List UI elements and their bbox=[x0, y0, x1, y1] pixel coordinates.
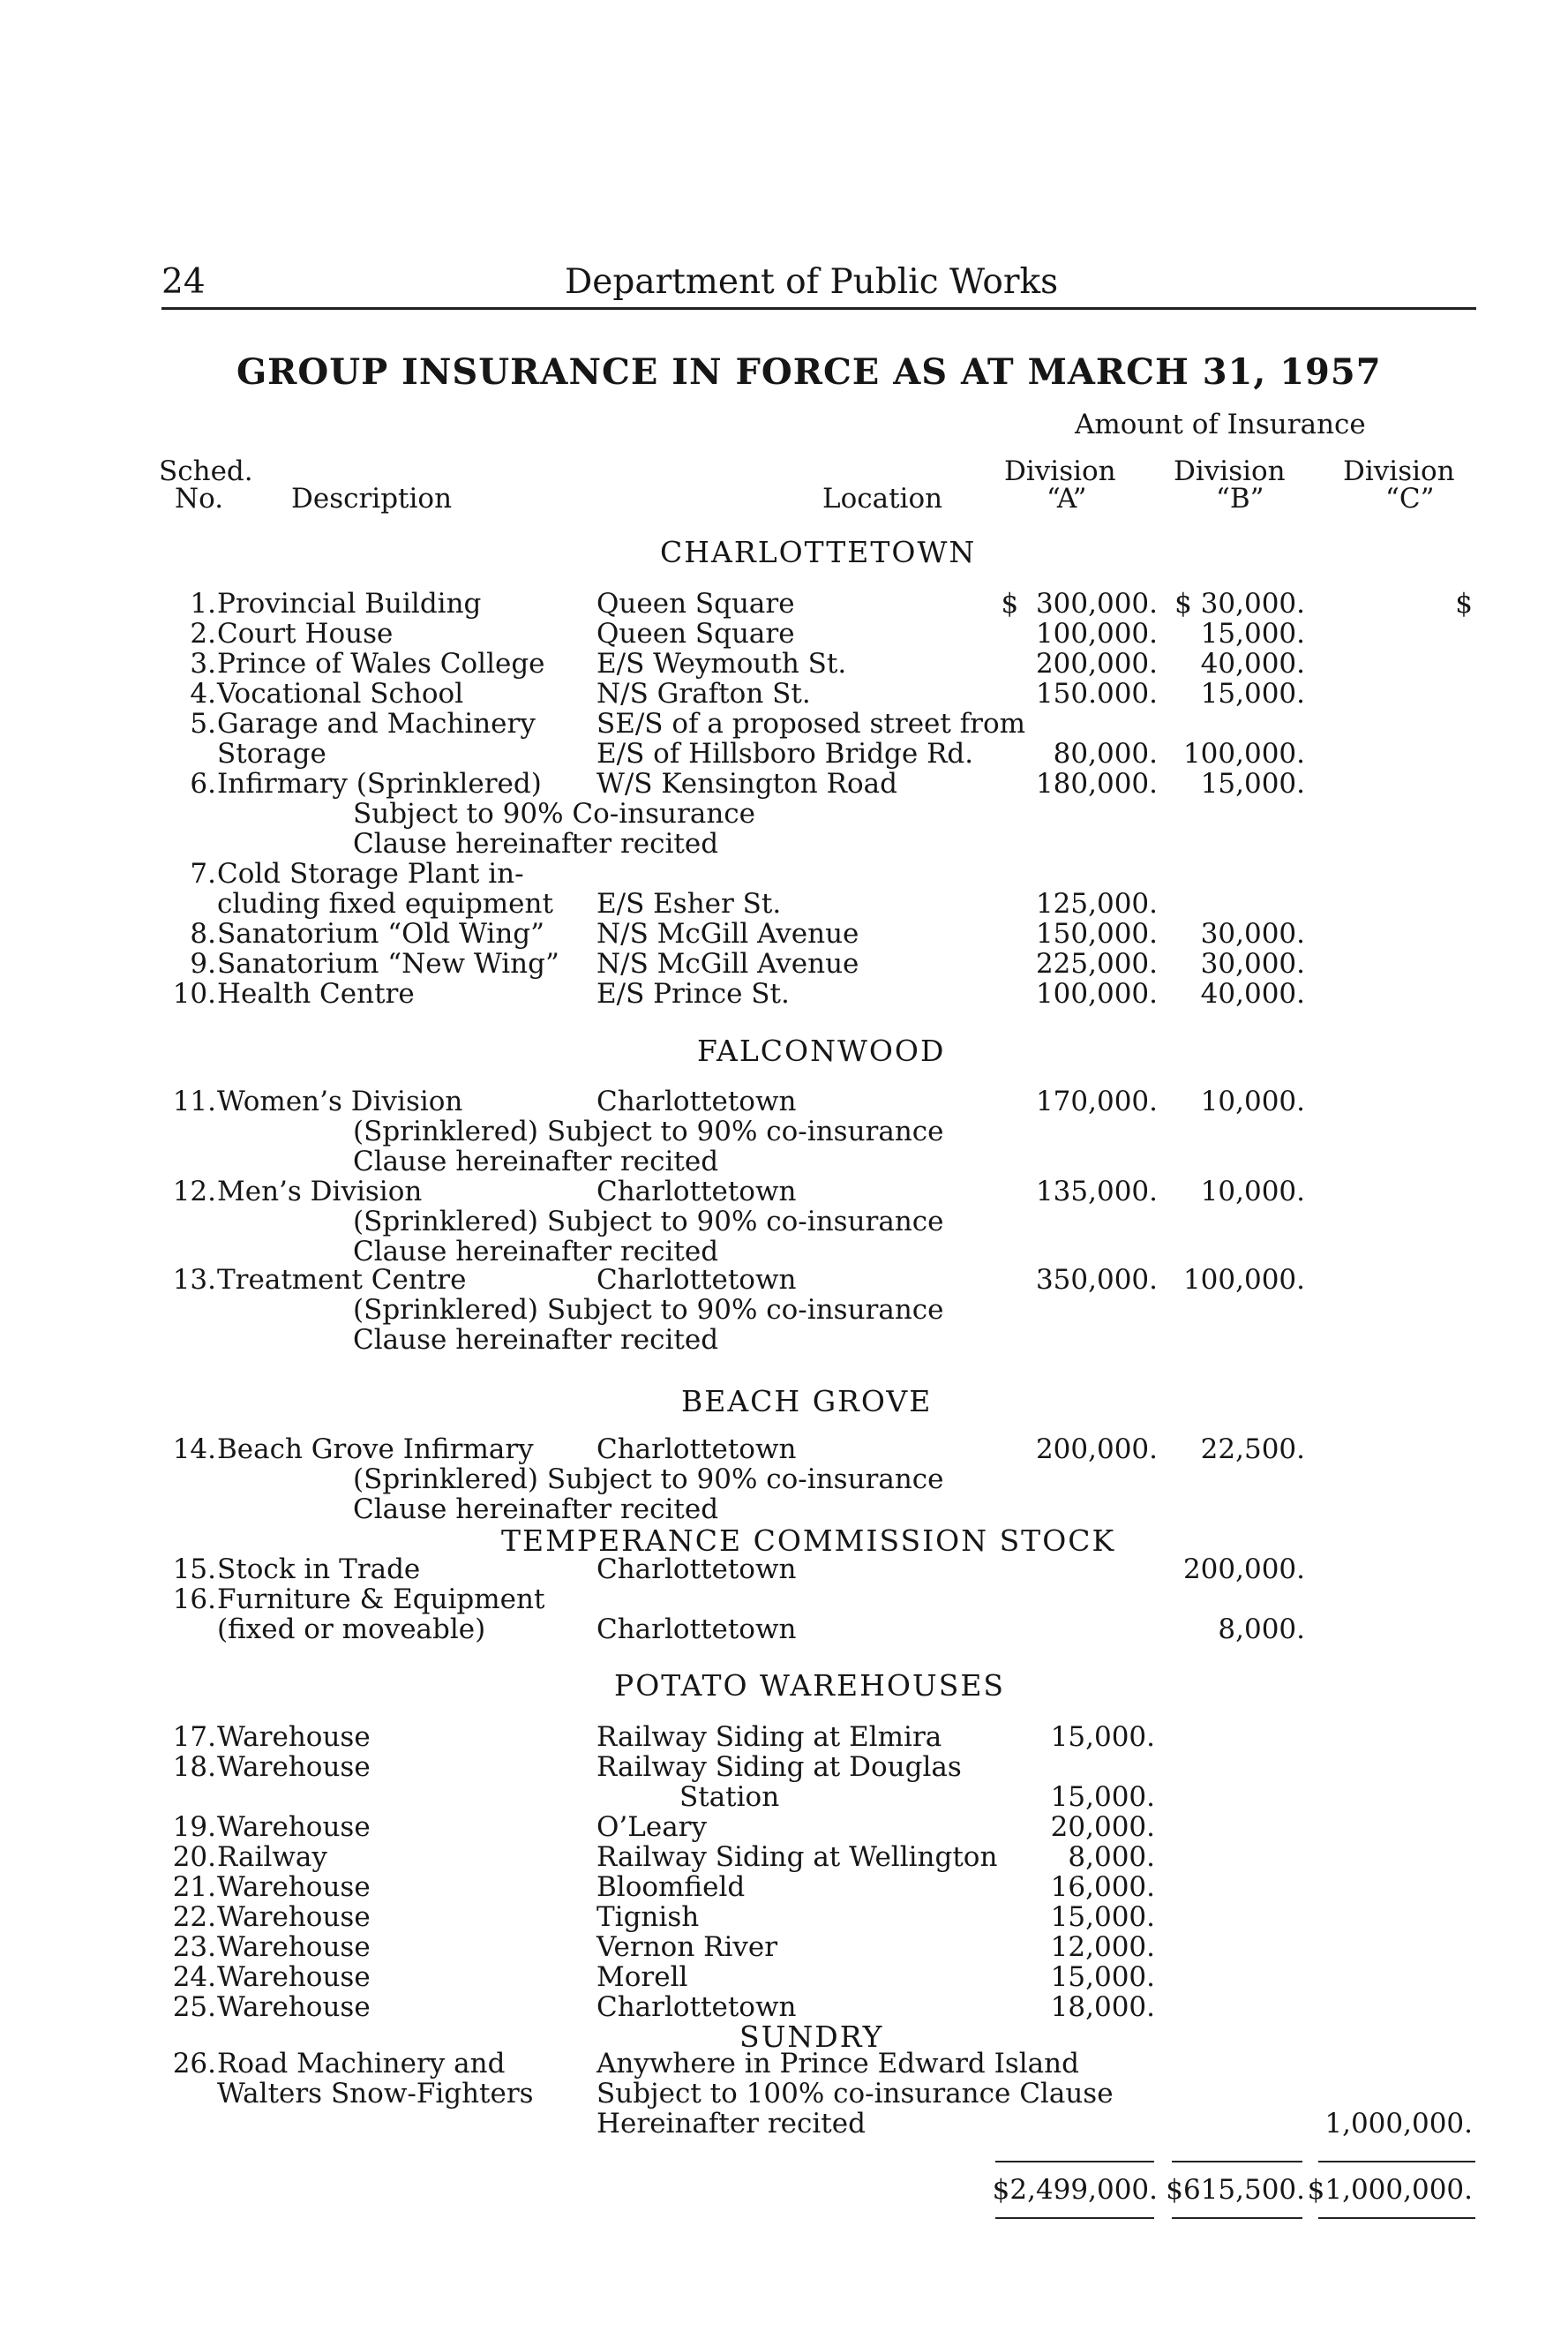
sched-number: 9. bbox=[190, 948, 216, 980]
sched-number: 19. bbox=[172, 1811, 216, 1843]
sched-number: 21. bbox=[172, 1871, 216, 1903]
division-b-amount: 15,000. bbox=[1200, 768, 1305, 800]
section-beach-grove: BEACH GROVE bbox=[681, 1384, 933, 1418]
division-a-amount: $ 300,000. bbox=[1001, 588, 1158, 620]
division-b-letter: “B” bbox=[1216, 483, 1264, 515]
division-b-amount: 8,000. bbox=[1218, 1613, 1305, 1645]
sched-number: 14. bbox=[172, 1433, 216, 1465]
item-location: Anywhere in Prince Edward Island bbox=[596, 2048, 1079, 2080]
item-location: SE/S of a proposed street from bbox=[596, 708, 1026, 740]
item-description: Treatment Centre bbox=[217, 1264, 467, 1296]
item-description: Warehouse bbox=[217, 1871, 371, 1903]
division-b-amount: 100,000. bbox=[1182, 1264, 1305, 1296]
division-a-amount: 80,000. bbox=[1053, 738, 1158, 770]
item-note: Subject to 90% Co-insurance bbox=[353, 798, 755, 830]
item-note: (Sprinklered) Subject to 90% co-insurance bbox=[353, 1116, 944, 1147]
sched-number: 16. bbox=[172, 1583, 216, 1615]
item-location: Charlottetown bbox=[596, 1433, 797, 1465]
item-location: N/S McGill Avenue bbox=[596, 918, 859, 950]
item-note: Clause hereinafter recited bbox=[353, 828, 719, 860]
item-location: W/S Kensington Road bbox=[596, 768, 897, 800]
item-location: O’Leary bbox=[596, 1811, 708, 1843]
division-a-amount: 170,000. bbox=[1035, 1086, 1158, 1117]
page-title: GROUP INSURANCE IN FORCE AS AT MARCH 31, 1957 bbox=[236, 351, 1382, 393]
item-note: Clause hereinafter recited bbox=[353, 1493, 719, 1525]
division-a-amount: 12,000. bbox=[1050, 1931, 1155, 1963]
sched-number: 25. bbox=[172, 1991, 216, 2023]
item-location: E/S Esher St. bbox=[596, 888, 782, 920]
division-a-amount: 150.000. bbox=[1035, 678, 1158, 710]
item-description: Stock in Trade bbox=[217, 1553, 421, 1585]
division-a-header: Division bbox=[1004, 455, 1116, 487]
item-description: Walters Snow-Fighters bbox=[217, 2078, 534, 2110]
division-a-amount: 15,000. bbox=[1050, 1781, 1155, 1813]
division-b-amount: 40,000. bbox=[1200, 978, 1305, 1010]
sched-number: 4. bbox=[190, 678, 216, 710]
item-description: Garage and Machinery bbox=[217, 708, 536, 740]
division-a-amount: 200,000. bbox=[1035, 1433, 1158, 1465]
item-location: E/S of Hillsboro Bridge Rd. bbox=[596, 738, 974, 770]
no-header: No. bbox=[175, 483, 224, 515]
total-underline-a bbox=[995, 2217, 1154, 2219]
item-description: Court House bbox=[217, 618, 394, 650]
total-underline-c bbox=[1318, 2217, 1475, 2219]
item-location: Charlottetown bbox=[596, 1991, 797, 2023]
total-underline-b bbox=[1172, 2217, 1302, 2219]
division-a-amount: 350,000. bbox=[1035, 1264, 1158, 1296]
item-description: Storage bbox=[217, 738, 326, 770]
item-location: Vernon River bbox=[596, 1931, 778, 1963]
header-rule bbox=[161, 307, 1476, 310]
item-location: Tignish bbox=[596, 1901, 700, 1933]
item-location: Charlottetown bbox=[596, 1553, 797, 1585]
sched-number: 10. bbox=[172, 978, 216, 1010]
section-temperance-commission-stock: TEMPERANCE COMMISSION STOCK bbox=[501, 1523, 1116, 1558]
item-location: Hereinafter recited bbox=[596, 2108, 866, 2140]
section-falconwood: FALCONWOOD bbox=[697, 1034, 946, 1068]
item-location: Charlottetown bbox=[596, 1264, 797, 1296]
item-description: Warehouse bbox=[217, 1721, 371, 1753]
sched-number: 15. bbox=[172, 1553, 216, 1585]
division-b-amount: 15,000. bbox=[1200, 618, 1305, 650]
division-a-amount: 135,000. bbox=[1035, 1176, 1158, 1207]
item-description: Warehouse bbox=[217, 1901, 371, 1933]
division-b-amount: 40,000. bbox=[1200, 648, 1305, 680]
item-description: Vocational School bbox=[217, 678, 464, 710]
item-location: Charlottetown bbox=[596, 1176, 797, 1207]
division-b-header: Division bbox=[1174, 455, 1286, 487]
item-description: Beach Grove Infirmary bbox=[217, 1433, 534, 1465]
division-a-amount: 15,000. bbox=[1050, 1721, 1155, 1753]
item-location: E/S Weymouth St. bbox=[596, 648, 847, 680]
sched-number: 24. bbox=[172, 1961, 216, 1993]
item-location: E/S Prince St. bbox=[596, 978, 790, 1010]
total-division-c: $1,000,000. bbox=[1307, 2174, 1473, 2206]
sched-number: 23. bbox=[172, 1931, 216, 1963]
total-rule-c bbox=[1318, 2161, 1475, 2162]
division-a-amount: 15,000. bbox=[1050, 1901, 1155, 1933]
item-location: Morell bbox=[596, 1961, 688, 1993]
item-note: Clause hereinafter recited bbox=[353, 1146, 719, 1177]
total-division-b: $615,500. bbox=[1166, 2174, 1305, 2206]
item-location: Railway Siding at Wellington bbox=[596, 1841, 998, 1873]
item-description: Provincial Building bbox=[217, 588, 482, 620]
item-description: Road Machinery and bbox=[217, 2048, 506, 2080]
division-b-amount: 10,000. bbox=[1200, 1176, 1305, 1207]
item-note: (Sprinklered) Subject to 90% co-insurance bbox=[353, 1294, 944, 1326]
sched-number: 6. bbox=[190, 768, 216, 800]
item-description: Infirmary (Sprinklered) bbox=[217, 768, 542, 800]
sched-header: Sched. bbox=[159, 455, 253, 487]
division-a-amount: 8,000. bbox=[1068, 1841, 1155, 1873]
item-location: Charlottetown bbox=[596, 1613, 797, 1645]
item-location: N/S McGill Avenue bbox=[596, 948, 859, 980]
description-header: Description bbox=[291, 483, 453, 515]
division-a-amount: 100,000. bbox=[1035, 618, 1158, 650]
sched-number: 7. bbox=[190, 858, 216, 890]
sched-number: 17. bbox=[172, 1721, 216, 1753]
amount-of-insurance-header: Amount of Insurance bbox=[1075, 409, 1366, 440]
item-description: Railway bbox=[217, 1841, 327, 1873]
item-location: Railway Siding at Elmira bbox=[596, 1721, 942, 1753]
item-location: Charlottetown bbox=[596, 1086, 797, 1117]
division-c-header: Division bbox=[1343, 455, 1455, 487]
item-description: (fixed or moveable) bbox=[217, 1613, 486, 1645]
division-a-letter: “A” bbox=[1047, 483, 1087, 515]
division-a-amount: 200,000. bbox=[1035, 648, 1158, 680]
item-description: Prince of Wales College bbox=[217, 648, 545, 680]
division-a-amount: 18,000. bbox=[1050, 1991, 1155, 2023]
page-number: 24 bbox=[161, 262, 206, 302]
item-note: (Sprinklered) Subject to 90% co-insurance bbox=[353, 1206, 944, 1237]
item-description: cluding fixed equipment bbox=[217, 888, 553, 920]
item-location: Station bbox=[679, 1781, 780, 1813]
division-b-amount: 200,000. bbox=[1182, 1553, 1305, 1585]
item-description: Women’s Division bbox=[217, 1086, 463, 1117]
item-description: Warehouse bbox=[217, 1751, 371, 1783]
sched-number: 11. bbox=[172, 1086, 216, 1117]
sched-number: 1. bbox=[190, 588, 216, 620]
division-a-amount: 180,000. bbox=[1035, 768, 1158, 800]
item-description: Furniture & Equipment bbox=[217, 1583, 545, 1615]
item-note: Clause hereinafter recited bbox=[353, 1236, 719, 1267]
item-description: Warehouse bbox=[217, 1931, 371, 1963]
division-c-letter: “C” bbox=[1385, 483, 1435, 515]
total-division-a: $2,499,000. bbox=[992, 2174, 1158, 2206]
sched-number: 12. bbox=[172, 1176, 216, 1207]
item-description: Cold Storage Plant in- bbox=[217, 858, 524, 890]
sched-number: 26. bbox=[172, 2048, 216, 2080]
sched-number: 18. bbox=[172, 1751, 216, 1783]
item-description: Warehouse bbox=[217, 1961, 371, 1993]
item-description: Sanatorium “Old Wing” bbox=[217, 918, 545, 950]
division-a-amount: 225,000. bbox=[1035, 948, 1158, 980]
item-description: Sanatorium “New Wing” bbox=[217, 948, 559, 980]
item-description: Men’s Division bbox=[217, 1176, 423, 1207]
division-a-amount: 150,000. bbox=[1035, 918, 1158, 950]
division-a-amount: 16,000. bbox=[1050, 1871, 1155, 1903]
division-a-amount: 20,000. bbox=[1050, 1811, 1155, 1843]
division-b-amount: 100,000. bbox=[1182, 738, 1305, 770]
sched-number: 8. bbox=[190, 918, 216, 950]
section-sundry: SUNDRY bbox=[739, 2019, 884, 2054]
division-a-amount: 100,000. bbox=[1035, 978, 1158, 1010]
division-a-amount: 15,000. bbox=[1050, 1961, 1155, 1993]
sched-number: 3. bbox=[190, 648, 216, 680]
division-a-amount: 125,000. bbox=[1035, 888, 1158, 920]
item-description: Warehouse bbox=[217, 1991, 371, 2023]
total-rule-b bbox=[1172, 2161, 1302, 2162]
sched-number: 2. bbox=[190, 618, 216, 650]
division-b-amount: 15,000. bbox=[1200, 678, 1305, 710]
division-c-amount: 1,000,000. bbox=[1324, 2108, 1473, 2140]
sched-number: 5. bbox=[190, 708, 216, 740]
item-location: N/S Grafton St. bbox=[596, 678, 811, 710]
item-description: Warehouse bbox=[217, 1811, 371, 1843]
division-b-amount: 30,000. bbox=[1200, 918, 1305, 950]
sched-number: 22. bbox=[172, 1901, 216, 1933]
division-b-amount: 30,000. bbox=[1200, 948, 1305, 980]
item-location: Queen Square bbox=[596, 618, 795, 650]
item-location: Queen Square bbox=[596, 588, 795, 620]
division-b-amount: 22,500. bbox=[1200, 1433, 1305, 1465]
item-location: Bloomfield bbox=[596, 1871, 746, 1903]
item-note: Clause hereinafter recited bbox=[353, 1324, 719, 1356]
section-charlottetown: CHARLOTTETOWN bbox=[660, 535, 977, 569]
item-description: Health Centre bbox=[217, 978, 415, 1010]
location-header: Location bbox=[822, 483, 943, 515]
division-b-amount: 10,000. bbox=[1200, 1086, 1305, 1117]
section-potato-warehouses: POTATO WAREHOUSES bbox=[614, 1668, 1006, 1703]
sched-number: 13. bbox=[172, 1264, 216, 1296]
total-rule-a bbox=[995, 2161, 1154, 2162]
division-c-amount: $ bbox=[1455, 588, 1473, 620]
running-header: Department of Public Works bbox=[565, 262, 1059, 302]
sched-number: 20. bbox=[172, 1841, 216, 1873]
division-b-amount: $ 30,000. bbox=[1174, 588, 1305, 620]
item-note: (Sprinklered) Subject to 90% co-insurance bbox=[353, 1463, 944, 1495]
item-location: Railway Siding at Douglas bbox=[596, 1751, 962, 1783]
item-location: Subject to 100% co-insurance Clause bbox=[596, 2078, 1114, 2110]
